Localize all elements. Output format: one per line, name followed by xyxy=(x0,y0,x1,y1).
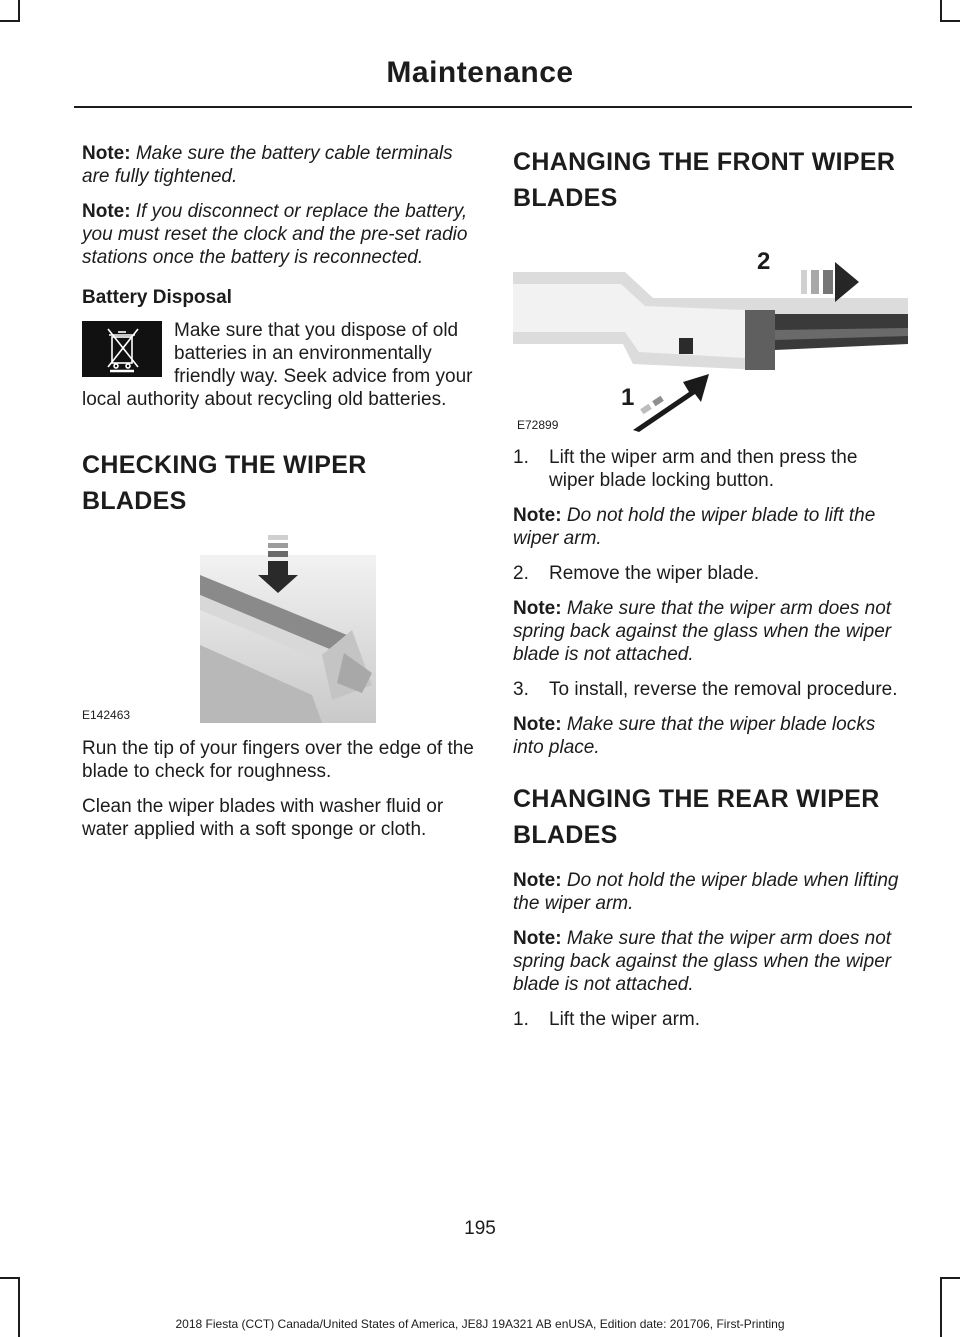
page-title: Maintenance xyxy=(386,56,574,89)
clean-blades-text: Clean the wiper blades with washer fluid or water applied with a soft sponge or cloth. xyxy=(82,796,444,840)
crop-mark xyxy=(0,20,20,22)
note-do-not-hold: Note: Do not hold the wiper blade to lift the wiper arm. xyxy=(513,505,876,549)
changing-front-wiper-heading: CHANGING THE FRONT WIPER BLADES xyxy=(513,148,896,212)
note-rear-spring-back: Note: Make sure that the wiper arm does not spring back against the glass when the wiper blade is not attached. xyxy=(513,928,892,995)
wiper-edge-figure xyxy=(82,535,477,725)
step-item: 1. Lift the wiper arm and then press the wiper blade locking button. xyxy=(513,447,858,491)
crop-mark xyxy=(940,1277,960,1279)
checking-wiper-heading: CHECKING THE WIPER BLADES xyxy=(82,451,367,515)
step-item: 2. Remove the wiper blade. xyxy=(513,563,760,584)
step-item: 3. To install, reverse the removal procedure. xyxy=(513,679,898,700)
callout-1: 1 xyxy=(621,384,635,411)
note-spring-back: Note: Make sure that the wiper arm does not spring back against the glass when the wiper blade is not attached. xyxy=(513,598,892,665)
wiper-edge-illustration xyxy=(82,535,477,725)
check-roughness-text: Run the tip of your fingers over the edge of the blade to check for roughness. xyxy=(82,738,474,782)
left-column xyxy=(82,142,477,853)
note-rear-do-not-hold: Note: Do not hold the wiper blade when lifting the wiper arm. xyxy=(513,870,899,914)
crop-mark xyxy=(940,0,942,22)
edition-footer: 2018 Fiesta (CCT) Canada/United States of America, JE8J 19A321 AB enUSA, Edition date: 201706, First-Printing xyxy=(175,1317,785,1331)
note-battery-terminals: Note: Make sure the battery cable terminals are fully tightened. xyxy=(82,143,453,187)
crop-mark xyxy=(18,0,20,22)
front-wiper-illustration xyxy=(513,232,908,432)
battery-disposal-block xyxy=(82,319,477,411)
front-wiper-figure xyxy=(513,232,908,432)
figure-code: E142463 xyxy=(82,708,131,722)
right-column xyxy=(513,142,908,1043)
changing-rear-wiper-heading: CHANGING THE REAR WIPER BLADES xyxy=(513,785,880,849)
battery-disposal-heading: Battery Disposal xyxy=(82,287,232,308)
figure-code: E72899 xyxy=(517,418,559,432)
crop-mark xyxy=(0,1277,20,1279)
note-reset-clock: Note: If you disconnect or replace the battery, you must reset the clock and the pre-set radio stations once the battery is reconnected. xyxy=(82,201,468,268)
page-number: 195 xyxy=(464,1218,496,1239)
recycling-bin-icon xyxy=(82,321,162,377)
step-item: 1. Lift the wiper arm. xyxy=(513,1009,700,1030)
battery-disposal-text: Make sure that you dispose of old batteries in an environmentally friendly way. Seek advice from your local authority about recycling old batteries. xyxy=(82,320,473,410)
callout-2: 2 xyxy=(757,248,771,275)
crop-mark xyxy=(940,20,960,22)
header-divider xyxy=(74,106,912,108)
note-locks-into-place: Note: Make sure that the wiper blade locks into place. xyxy=(513,714,876,758)
